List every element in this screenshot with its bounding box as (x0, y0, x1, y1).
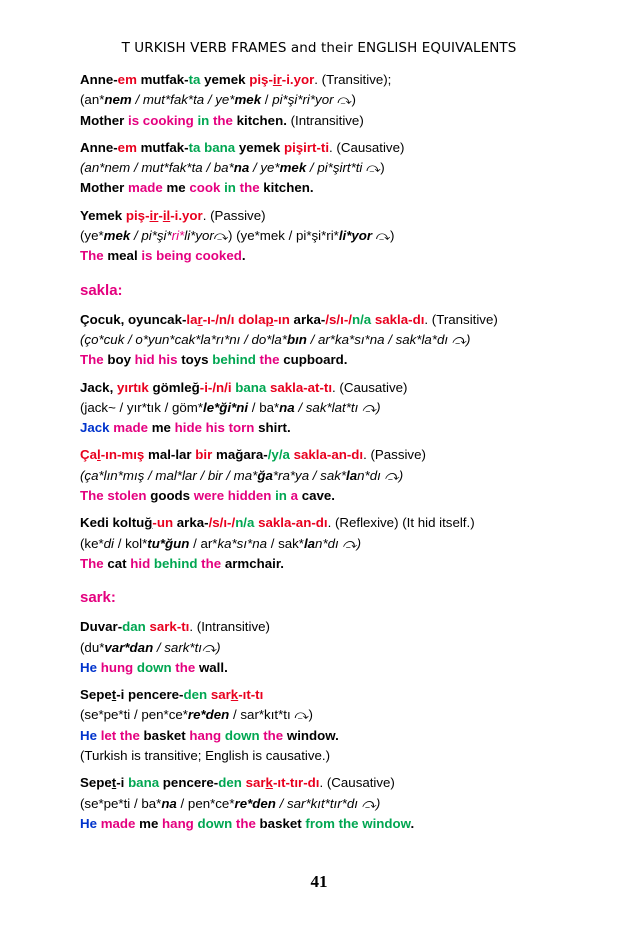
english-sentence: Jack made me hide his torn shirt. (80, 420, 291, 436)
turkish-sentence: Anne-em mutfak-ta yemek piş-ir-i.yor. (Transitive); (80, 72, 392, 87)
turkish-sentence: Sepet-i pencere-den sark-ıt-tı (80, 687, 264, 703)
pronunciation: (an*nem / mut*fak*ta / ye*mek / pi*şi*ri*yor ⤼) (80, 92, 356, 108)
pronunciation: (ye*mek / pi*şi*ri*li*yor⤼) (ye*mek / pi*şi*ri*li*yor ⤼) (80, 228, 395, 244)
turkish-sentence: Sepet-i bana pencere-den sark-ıt-tır-dı. (Causative) (80, 775, 395, 791)
english-sentence: He made me hang down the basket from the window. (80, 815, 415, 831)
english-sentence: Mother is cooking in the kitchen. (Intransitive) (80, 112, 364, 128)
pronunciation: (an*nem / mut*fak*ta / ba*na / ye*mek / pi*şirt*ti ⤼) (80, 160, 385, 176)
pronunciation: (jack~ / yır*tık / göm*le*ği*ni / ba*na / sak*lat*tı ⤼) (80, 399, 381, 415)
pronunciation: (ke*di / kol*tu*ğun / ar*ka*sı*na / sak*lan*dı ⤼) (80, 535, 362, 551)
turkish-sentence: Kedi koltuğ-un arka-/s/ı-/n/a sakla-an-dı. (Reflexive) (It hid itself.) (80, 515, 475, 531)
english-sentence: He let the basket hang down the window. (80, 727, 339, 743)
pronunciation: (ço*cuk / o*yun*cak*la*rı*nı / do*la*bın / ar*ka*sı*na / sak*la*dı ⤼) (80, 331, 471, 347)
english-sentence: Mother made me cook in the kitchen. (80, 180, 314, 196)
english-sentence: The stolen goods were hidden in a cave. (80, 488, 335, 504)
english-sentence: The meal is being cooked. (80, 248, 246, 264)
turkish-sentence: Çal-ın-mış mal-lar bir mağara-/y/a sakla-an-dı. (Passive) (80, 447, 426, 463)
turkish-sentence: Jack, yırtık gömleğ-i-/n/i bana sakla-at-tı. (Causative) (80, 379, 408, 395)
page-content (80, 70, 600, 834)
turkish-sentence: Çocuk, oyuncak-lar-ı-/n/ı dolap-ın arka-/s/ı-/n/a sakla-dı. (Transitive) (80, 311, 498, 327)
english-sentence: The boy hid his toys behind the cupboard. (80, 352, 348, 368)
pronunciation: (ça*lın*mış / mal*lar / bir / ma*ğa*ra*ya / sak*lan*dı ⤼) (80, 467, 404, 483)
pronunciation: (se*pe*ti / ba*na / pen*ce*re*den / sar*kıt*tır*dı ⤼) (80, 795, 381, 811)
turkish-sentence: Yemek piş-ir-il-i.yor. (Passive) (80, 207, 266, 223)
english-sentence: The cat hid behind the armchair. (80, 555, 284, 571)
running-header: T URKISH VERB FRAMES and their ENGLISH EQUIVALENTS (121, 40, 517, 56)
section-heading-sakla: sakla: (80, 281, 123, 299)
english-sentence: He hung down the wall. (80, 659, 228, 675)
pronunciation: (du*var*dan / sark*tı⤼) (80, 639, 221, 655)
pronunciation: (se*pe*ti / pen*ce*re*den / sar*kıt*tı ⤼) (80, 707, 313, 723)
note: (Turkish is transitive; English is causative.) (80, 748, 331, 764)
turkish-sentence: Duvar-dan sark-tı. (Intransitive) (80, 619, 270, 635)
section-heading-sark: sark: (80, 589, 116, 607)
page-number: 41 (310, 872, 328, 891)
turkish-sentence: Anne-em mutfak-ta bana yemek pişirt-ti. (Causative) (80, 139, 405, 155)
